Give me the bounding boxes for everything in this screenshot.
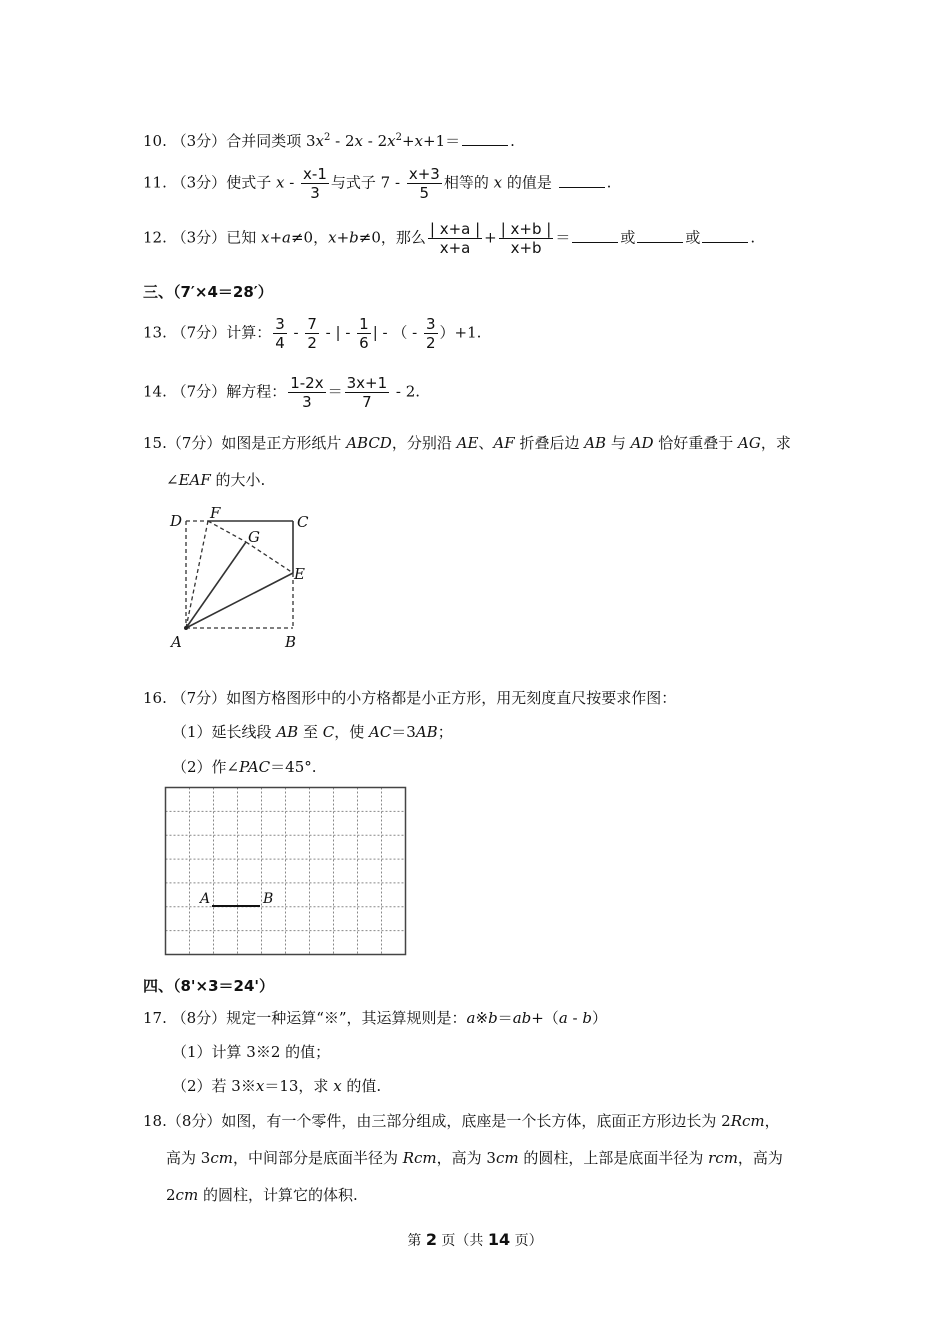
question-14: 14. （7分）解方程： $\frac{1-2x}{3}$ ＝ $\frac{3x+1}{7}$ - 2. bbox=[143, 374, 421, 411]
section-4-title: 四、（8'×3＝24'） bbox=[143, 977, 275, 995]
segment-ge bbox=[246, 542, 293, 573]
question-16-part1: （1）延长线段 AB 至 C，使 AC＝3AB； bbox=[172, 723, 453, 741]
question-18: 18.（8分）如图，有一个零件，由三部分组成，底座是一个长方体，底面正方形边长为 2Rcm， bbox=[143, 1112, 780, 1130]
grid-label-a: A bbox=[200, 891, 211, 907]
question-12: 12. （3分）已知 x+a≠0，x+b≠0，那么 $\frac{| x+a |}{x+a}$ + $\frac{| x+b |}{x+b}$ ＝ 或 或 . bbox=[143, 220, 756, 257]
question-13: 13. （7分）计算： $\frac{3}{4}$ - $\frac{7}{2}$ - | - $\frac{1}{6}$ | - （ - $\frac{3}{2}$ ）+1. bbox=[143, 315, 482, 352]
question-17-part2: （2）若 3※x＝13，求 x 的值. bbox=[172, 1077, 382, 1095]
answer-blank bbox=[462, 131, 508, 146]
fraction: $\frac{3}{4}$ bbox=[275, 315, 285, 352]
question-15: 15.（7分）如图是正方形纸片 ABCD，分别沿 AE、AF 折叠后边 AB 与 AD 恰好重叠于 AG，求 bbox=[143, 434, 791, 452]
answer-blank bbox=[572, 228, 618, 243]
label-a: A bbox=[171, 633, 182, 651]
fraction: $\frac{1-2x}{3}$ bbox=[290, 374, 324, 411]
answer-blank bbox=[702, 228, 748, 243]
fraction: $\frac{x+3}{5}$ bbox=[408, 165, 440, 202]
fraction: $\frac{| x+b |}{x+b}$ bbox=[500, 220, 552, 257]
fraction: $\frac{x-1}{3}$ bbox=[303, 165, 327, 202]
fraction: $\frac{7}{2}$ bbox=[307, 315, 317, 352]
question-16-part2: （2）作∠PAC＝45°. bbox=[172, 758, 317, 776]
fraction: $\frac{| x+a |}{x+a}$ bbox=[429, 220, 481, 257]
fraction: $\frac{3}{2}$ bbox=[425, 315, 436, 352]
answer-blank bbox=[559, 173, 605, 188]
answer-blank bbox=[637, 228, 683, 243]
label-f: F bbox=[210, 504, 221, 522]
square-fold-figure bbox=[160, 500, 330, 660]
question-10: 10. （3分）合并同类项 $3x^2 - 2x - 2x^2+x+1=$ . bbox=[143, 132, 515, 150]
segment-fg bbox=[208, 521, 246, 542]
grid-figure bbox=[164, 786, 408, 958]
label-c: C bbox=[297, 513, 309, 531]
question-17: 17. （8分）规定一种运算“※”，其运算规则是：a※b＝ab+（a - b） bbox=[143, 1009, 607, 1027]
segment-ae bbox=[186, 573, 293, 628]
page-footer: 第 2 页（共 14 页） bbox=[407, 1230, 543, 1249]
question-17-part1: （1）计算 3※2 的值； bbox=[172, 1043, 331, 1061]
grid-label-b: B bbox=[263, 891, 274, 907]
label-e: E bbox=[294, 565, 305, 583]
question-18-line3: 2cm 的圆柱，计算它的体积. bbox=[166, 1186, 358, 1204]
question-18-line2: 高为 3cm，中间部分是底面半径为 Rcm，高为 3cm 的圆柱，上部是底面半径为 rcm，高为 bbox=[166, 1149, 783, 1167]
label-d: D bbox=[170, 512, 183, 530]
section-3-title: 三、（7′×4＝28′） bbox=[143, 283, 273, 301]
fraction: $\frac{1}{6}$ bbox=[359, 315, 369, 352]
label-b: B bbox=[285, 633, 297, 651]
question-11: 11. （3分）使式子 x - $\frac{x-1}{3}$ 与式子 7 - $\frac{x+3}{5}$ 相等的 x 的值是 . bbox=[143, 165, 612, 202]
label-g: G bbox=[248, 528, 260, 546]
fraction: $\frac{3x+1}{7}$ bbox=[346, 374, 388, 411]
question-16: 16. （7分）如图方格图形中的小方格都是小正方形，用无刻度直尺按要求作图： bbox=[143, 689, 677, 707]
question-15-line2: ∠EAF 的大小. bbox=[166, 471, 266, 489]
point-a bbox=[184, 626, 188, 630]
